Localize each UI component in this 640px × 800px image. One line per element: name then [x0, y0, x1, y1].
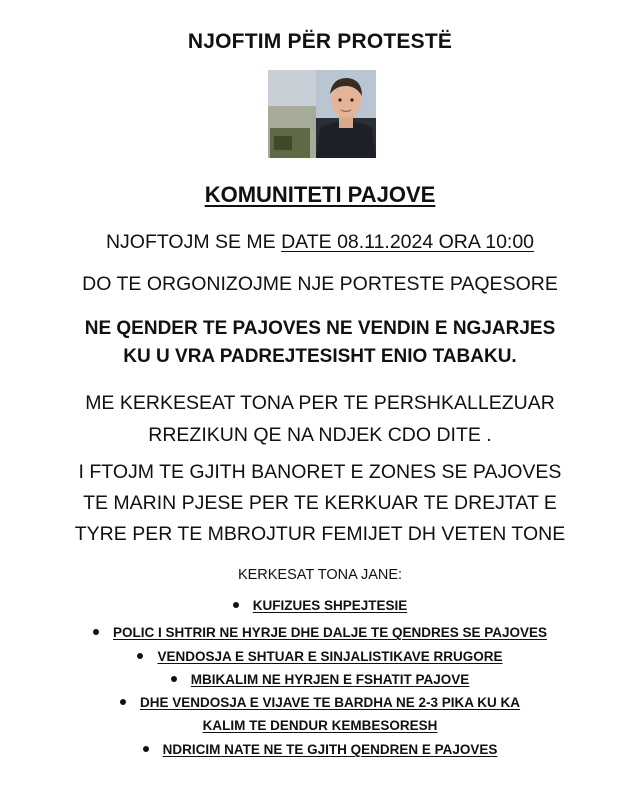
requests-line-1: ME KERKESEAT TONA PER TE PERSHKALLEZUAR	[85, 392, 555, 414]
demand-item: DHE VENDOSJA E VIJAVE TE BARDHA NE 2-3 PIKA KU KA	[0, 695, 640, 710]
demand-item: VENDOSJA E SHTUAR E SINJALISTIKAVE RRUGORE	[0, 649, 640, 664]
victim-photo	[268, 70, 376, 158]
invite-line-2: TE MARIN PJESE PER TE KERKUAR TE DREJTAT E	[83, 492, 557, 514]
bullet-icon	[143, 746, 149, 752]
portrait-image	[268, 70, 376, 158]
community-heading: KOMUNITETI PAJOVE	[204, 182, 436, 207]
bullet-icon	[233, 602, 239, 608]
demands-title: KERKESAT TONA JANE:	[237, 567, 403, 583]
place-line-1: NE QENDER TE PAJOVES NE VENDIN E NGJARJES	[84, 318, 556, 339]
organize-line: DO TE ORGONIZOJME NJE PORTESTE PAQESORE	[82, 273, 558, 295]
demand-item: KUFIZUES SHPEJTESIE	[0, 598, 640, 613]
place-line-2: KU U VRA PADREJTESISHT ENIO TABAKU.	[123, 346, 517, 367]
bullet-icon	[137, 653, 143, 659]
date-value: DATE 08.11.2024 ORA 10:00	[281, 231, 535, 253]
requests-line-2: RREZIKUN QE NA NDJEK CDO DITE .	[148, 424, 492, 446]
demand-item: POLIC I SHTRIR NE HYRJE DHE DALJE TE QENDRES SE PAJOVES	[0, 625, 640, 640]
notice-title: NJOFTIM PËR PROTESTË	[187, 30, 453, 53]
invite-line-1: I FTOJM TE GJITH BANORET E ZONES SE PAJOVES	[78, 461, 562, 483]
demand-item: MBIKALIM NE HYRJEN E FSHATIT PAJOVE	[0, 672, 640, 687]
demand-item-continuation: KALIM TE DENDUR KEMBESORESH	[202, 718, 438, 733]
bullet-icon	[93, 629, 99, 635]
bullet-icon	[120, 699, 126, 705]
date-prefix: NJOFTOJM SE ME	[105, 231, 282, 253]
invite-line-3: TYRE PER TE MBROJTUR FEMIJET DH VETEN TONE	[74, 523, 566, 545]
demand-item: NDRICIM NATE NE TE GJITH QENDREN E PAJOVES	[0, 742, 640, 757]
date-line	[0, 231, 640, 254]
bullet-icon	[171, 676, 177, 682]
